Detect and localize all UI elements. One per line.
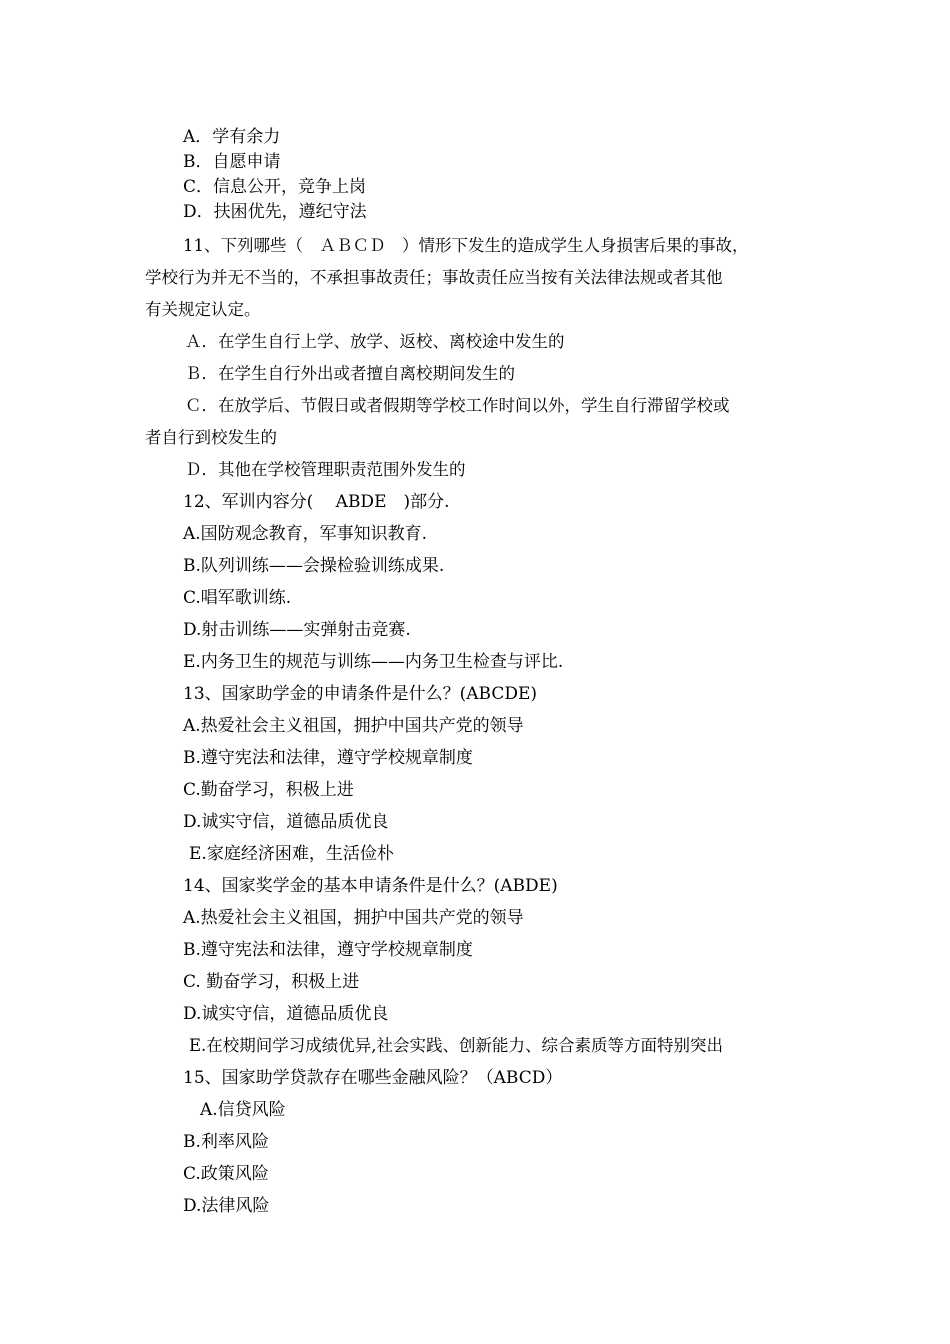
q11-stem-line-1: 11、下列哪些（ ＡＢＣＤ ）情形下发生的造成学生人身损害后果的事故， — [183, 236, 749, 255]
q14-option-d: D.诚实守信，道德品质优良 — [183, 1004, 389, 1024]
q13-option-d: D.诚实守信，道德品质优良 — [183, 812, 389, 832]
q12-stem: 12、军训内容分( ABDE )部分. — [183, 492, 450, 512]
q13-option-b: B.遵守宪法和法律，遵守学校规章制度 — [183, 748, 473, 768]
q13-option-e: E.家庭经济困难，生活俭朴 — [189, 844, 394, 864]
q15-option-a: A.信贷风险 — [200, 1100, 286, 1120]
q14-option-e: E.在校期间学习成绩优异,社会实践、创新能力、综合素质等方面特别突出 — [189, 1036, 724, 1055]
q13-stem: 13、国家助学金的申请条件是什么？(ABCDE) — [183, 684, 538, 704]
q14-option-c: C. 勤奋学习，积极上进 — [183, 972, 360, 992]
q12-option-b: B.队列训练——会操检验训练成果. — [183, 556, 445, 576]
q15-stem: 15、国家助学贷款存在哪些金融风险？（ABCD） — [183, 1068, 563, 1088]
q10-option-c: C．信息公开，竞争上岗 — [183, 177, 367, 197]
q11-option-c-line-2: 者自行到校发生的 — [145, 428, 277, 447]
q11-option-b: Ｂ．在学生自行外出或者擅自离校期间发生的 — [185, 364, 515, 383]
q14-option-a: A.热爱社会主义祖国，拥护中国共产党的领导 — [183, 908, 524, 928]
q11-option-a: Ａ．在学生自行上学、放学、返校、离校途中发生的 — [185, 332, 565, 351]
q15-option-c: C.政策风险 — [183, 1164, 269, 1184]
q10-option-b: B．自愿申请 — [183, 152, 281, 172]
q12-option-c: C.唱军歌训练. — [183, 588, 292, 608]
q15-option-d: D.法律风险 — [183, 1196, 270, 1216]
q13-option-a: A.热爱社会主义祖国，拥护中国共产党的领导 — [183, 716, 524, 736]
q10-option-a: A．学有余力 — [183, 127, 281, 147]
q11-stem-line-2: 学校行为并无不当的，不承担事故责任；事故责任应当按有关法律法规或者其他 — [145, 268, 723, 287]
q14-option-b: B.遵守宪法和法律，遵守学校规章制度 — [183, 940, 473, 960]
q15-option-b: B.利率风险 — [183, 1132, 269, 1152]
q11-option-c-line-1: Ｃ．在放学后、节假日或者假期等学校工作时间以外，学生自行滞留学校或 — [185, 396, 730, 415]
q12-option-d: D.射击训练——实弹射击竞赛. — [183, 620, 411, 640]
q12-option-a: A.国防观念教育，军事知识教育. — [183, 524, 428, 544]
q12-option-e: E.内务卫生的规范与训练——内务卫生检查与评比. — [183, 652, 564, 672]
q13-option-c: C.勤奋学习，积极上进 — [183, 780, 354, 800]
q11-option-d: Ｄ．其他在学校管理职责范围外发生的 — [185, 460, 466, 479]
q11-stem-line-3: 有关规定认定。 — [145, 300, 261, 319]
q14-stem: 14、国家奖学金的基本申请条件是什么？(ABDE) — [183, 876, 558, 896]
q10-option-d: D．扶困优先，遵纪守法 — [183, 202, 367, 222]
